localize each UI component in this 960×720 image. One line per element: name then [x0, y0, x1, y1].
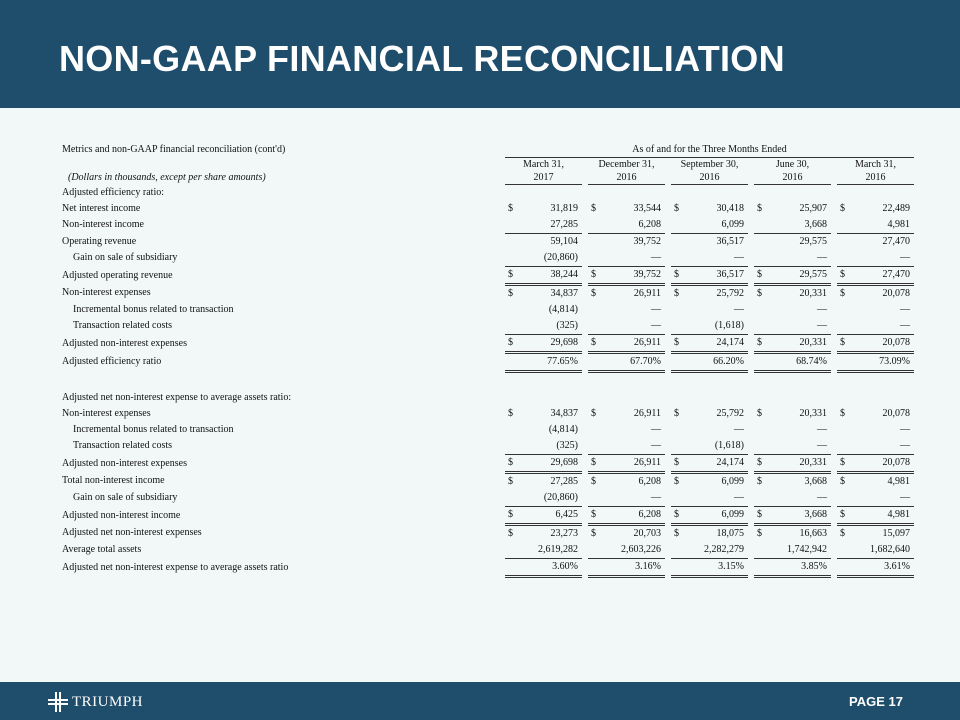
- value-cell: 2,619,282: [538, 544, 578, 555]
- value-cell: 6,425: [522, 507, 582, 525]
- currency-symbol: $: [508, 203, 513, 214]
- value-cell: (325): [556, 320, 578, 331]
- currency-symbol: [754, 318, 771, 335]
- row-label: Non-interest income: [62, 219, 144, 231]
- value-cell: 20,331: [771, 335, 831, 353]
- value-cell: [854, 390, 914, 406]
- value-cell: 3.85%: [771, 559, 831, 577]
- value-cell: —: [734, 304, 744, 315]
- row-label: Adjusted operating revenue: [62, 269, 173, 281]
- value-cell: 18,075: [716, 528, 744, 539]
- value-cell: 36,517: [688, 267, 748, 285]
- currency-symbol: [837, 542, 854, 559]
- value-cell: 3,668: [771, 507, 831, 525]
- currency-symbol: [837, 217, 854, 234]
- column-year: 2016: [588, 171, 665, 185]
- row-label: Adjusted non-interest expenses: [62, 457, 187, 469]
- table-row: [62, 267, 914, 285]
- logo-text: TRIUMPH: [72, 693, 144, 710]
- currency-symbol: [505, 302, 522, 318]
- currency-symbol: [671, 490, 688, 507]
- currency-symbol: [754, 390, 771, 406]
- currency-symbol: $: [505, 335, 522, 353]
- value-cell: 23,273: [550, 528, 578, 539]
- currency-symbol: $: [840, 288, 845, 299]
- value-cell: 25,792: [716, 408, 744, 419]
- currency-symbol: [505, 490, 522, 507]
- row-label: Adjusted non-interest expenses: [62, 337, 187, 349]
- value-cell: 26,911: [605, 335, 665, 353]
- column-year: 2016: [754, 171, 831, 185]
- value-cell: 25,792: [716, 288, 744, 299]
- currency-symbol: [588, 438, 605, 455]
- value-cell: [688, 185, 748, 202]
- value-cell: 24,174: [688, 335, 748, 353]
- value-cell: 3,668: [804, 219, 827, 230]
- currency-symbol: [754, 234, 771, 251]
- value-cell: 20,078: [854, 335, 914, 353]
- value-cell: [688, 390, 748, 406]
- reconciliation-table: [62, 143, 914, 578]
- currency-symbol: [505, 353, 522, 372]
- value-cell: 6,099: [688, 507, 748, 525]
- table-row: [62, 455, 914, 473]
- header-row-1: [62, 143, 914, 158]
- currency-symbol: [837, 318, 854, 335]
- currency-symbol: [754, 559, 771, 577]
- row-label: Adjusted net non-interest expenses: [62, 527, 202, 539]
- value-cell: 36,517: [688, 234, 748, 251]
- currency-symbol: [754, 353, 771, 372]
- currency-symbol: [505, 318, 522, 335]
- value-cell: —: [900, 252, 910, 263]
- spacer-cell: [62, 372, 914, 391]
- value-cell: —: [900, 304, 910, 315]
- currency-symbol: [588, 559, 605, 577]
- currency-symbol: $: [840, 408, 845, 419]
- value-cell: 3.60%: [522, 559, 582, 577]
- currency-symbol: [837, 185, 854, 202]
- value-cell: (20,860): [543, 492, 578, 503]
- row-label: Non-interest expenses: [62, 408, 151, 419]
- value-cell: —: [734, 492, 744, 503]
- table-row: [62, 507, 914, 525]
- table-row: [62, 335, 914, 353]
- value-cell: 26,911: [605, 455, 665, 473]
- value-cell: 1,742,942: [787, 544, 827, 555]
- currency-symbol: $: [671, 507, 688, 525]
- table-row: [62, 390, 914, 406]
- table-row: [62, 422, 914, 438]
- value-cell: —: [651, 424, 661, 435]
- currency-symbol: $: [840, 476, 845, 487]
- currency-symbol: [505, 217, 522, 234]
- triumph-cross-icon: [48, 692, 68, 712]
- value-cell: 16,663: [799, 528, 827, 539]
- period-header: As of and for the Three Months Ended: [505, 143, 914, 158]
- value-cell: 67.70%: [605, 353, 665, 372]
- currency-symbol: [505, 542, 522, 559]
- currency-symbol: [505, 438, 522, 455]
- currency-symbol: $: [754, 455, 771, 473]
- column-month: June 30,: [775, 159, 810, 170]
- header-row-months: [62, 158, 914, 172]
- value-cell: [771, 390, 831, 406]
- value-cell: [522, 185, 582, 202]
- currency-symbol: [671, 217, 688, 234]
- currency-symbol: $: [508, 288, 513, 299]
- value-cell: 25,907: [799, 203, 827, 214]
- currency-symbol: [671, 250, 688, 267]
- currency-symbol: [671, 353, 688, 372]
- value-cell: —: [817, 440, 827, 451]
- column-year: 2016: [671, 171, 748, 185]
- value-cell: —: [900, 492, 910, 503]
- footer-bar: [0, 682, 960, 720]
- currency-symbol: $: [837, 455, 854, 473]
- value-cell: (20,860): [543, 252, 578, 263]
- currency-symbol: [588, 353, 605, 372]
- currency-symbol: $: [671, 335, 688, 353]
- currency-symbol: [837, 559, 854, 577]
- currency-symbol: [837, 490, 854, 507]
- value-cell: —: [651, 304, 661, 315]
- row-label: Incremental bonus related to transaction: [73, 304, 234, 315]
- row-label: Operating revenue: [62, 235, 137, 247]
- currency-symbol: $: [508, 476, 513, 487]
- currency-symbol: [837, 250, 854, 267]
- row-label: Adjusted net non-interest expense to average assets ratio:: [62, 392, 292, 403]
- value-cell: 29,575: [771, 267, 831, 285]
- value-cell: [605, 390, 665, 406]
- currency-symbol: $: [754, 507, 771, 525]
- currency-symbol: $: [588, 507, 605, 525]
- currency-symbol: [671, 422, 688, 438]
- currency-symbol: [754, 217, 771, 234]
- value-cell: 20,703: [633, 528, 661, 539]
- row-label: Adjusted non-interest income: [62, 509, 181, 521]
- table-row: [62, 490, 914, 507]
- value-cell: 6,208: [638, 476, 661, 487]
- currency-symbol: [754, 542, 771, 559]
- page-number: PAGE 17: [849, 694, 903, 709]
- value-cell: (4,814): [548, 424, 578, 435]
- value-cell: 59,104: [522, 234, 582, 251]
- currency-symbol: $: [840, 528, 845, 539]
- currency-symbol: $: [588, 267, 605, 285]
- table-row: [62, 542, 914, 559]
- value-cell: —: [900, 440, 910, 451]
- currency-symbol: $: [588, 455, 605, 473]
- value-cell: 34,837: [550, 288, 578, 299]
- header-banner: [0, 0, 960, 108]
- column-year: 2016: [837, 171, 914, 185]
- value-cell: 30,418: [716, 203, 744, 214]
- table-row: [62, 525, 914, 543]
- currency-symbol: $: [591, 203, 596, 214]
- value-cell: 6,208: [638, 219, 661, 230]
- value-cell: (1,618): [714, 440, 744, 451]
- currency-symbol: $: [757, 203, 762, 214]
- currency-symbol: [505, 185, 522, 202]
- currency-symbol: [505, 250, 522, 267]
- value-cell: 6,208: [605, 507, 665, 525]
- column-month: March 31,: [854, 159, 897, 170]
- currency-symbol: [754, 422, 771, 438]
- value-cell: 77.65%: [522, 353, 582, 372]
- value-cell: —: [817, 320, 827, 331]
- value-cell: 29,698: [522, 455, 582, 473]
- value-cell: 3.61%: [854, 559, 914, 577]
- currency-symbol: $: [505, 455, 522, 473]
- value-cell: 4,981: [854, 507, 914, 525]
- currency-symbol: $: [508, 528, 513, 539]
- row-label: Gain on sale of subsidiary: [73, 492, 178, 504]
- row-label: Adjusted net non-interest expense to average assets ratio: [62, 561, 289, 573]
- table-row: [62, 406, 914, 422]
- value-cell: 20,331: [799, 288, 827, 299]
- row-label: Adjusted efficiency ratio: [62, 356, 162, 367]
- table-caption: Metrics and non-GAAP financial reconciliation (cont'd): [62, 144, 286, 156]
- currency-symbol: $: [674, 288, 679, 299]
- table-row: [62, 217, 914, 234]
- value-cell: 20,078: [854, 455, 914, 473]
- value-cell: —: [651, 252, 661, 263]
- value-cell: [854, 185, 914, 202]
- table-row: [62, 318, 914, 335]
- value-cell: 20,331: [771, 455, 831, 473]
- value-cell: 20,078: [882, 408, 910, 419]
- value-cell: —: [817, 304, 827, 315]
- value-cell: 3.15%: [688, 559, 748, 577]
- value-cell: —: [734, 424, 744, 435]
- currency-symbol: $: [508, 408, 513, 419]
- currency-symbol: [505, 390, 522, 406]
- row-label: Adjusted efficiency ratio:: [62, 186, 165, 198]
- currency-symbol: $: [671, 455, 688, 473]
- value-cell: 33,544: [633, 203, 661, 214]
- value-cell: 26,911: [633, 408, 661, 419]
- value-cell: (1,618): [714, 320, 744, 331]
- value-cell: 39,752: [605, 267, 665, 285]
- value-cell: 4,981: [887, 476, 910, 487]
- value-cell: [605, 185, 665, 202]
- value-cell: [522, 390, 582, 406]
- currency-symbol: $: [754, 267, 771, 285]
- currency-symbol: $: [757, 476, 762, 487]
- currency-symbol: [588, 390, 605, 406]
- value-cell: (4,814): [548, 304, 578, 315]
- value-cell: —: [900, 320, 910, 331]
- table-row: [62, 185, 914, 202]
- currency-symbol: [837, 353, 854, 372]
- value-cell: 39,752: [605, 234, 665, 251]
- currency-symbol: $: [674, 476, 679, 487]
- value-cell: 26,911: [633, 288, 661, 299]
- table-row: [62, 372, 914, 391]
- currency-symbol: [505, 234, 522, 251]
- currency-symbol: [754, 302, 771, 318]
- currency-symbol: [671, 302, 688, 318]
- currency-symbol: [671, 559, 688, 577]
- row-label: Incremental bonus related to transaction: [73, 424, 234, 435]
- value-cell: 24,174: [688, 455, 748, 473]
- currency-symbol: $: [505, 507, 522, 525]
- row-label: Transaction related costs: [73, 440, 173, 452]
- value-cell: 29,698: [522, 335, 582, 353]
- currency-symbol: [671, 318, 688, 335]
- row-label: Transaction related costs: [73, 320, 173, 332]
- value-cell: 27,470: [854, 234, 914, 251]
- currency-symbol: $: [837, 507, 854, 525]
- currency-symbol: [754, 185, 771, 202]
- currency-symbol: $: [837, 335, 854, 353]
- table-row: [62, 302, 914, 318]
- currency-symbol: [754, 438, 771, 455]
- currency-symbol: [588, 234, 605, 251]
- row-label: Total non-interest income: [62, 475, 165, 487]
- currency-symbol: $: [591, 528, 596, 539]
- value-cell: —: [651, 440, 661, 451]
- currency-symbol: [671, 390, 688, 406]
- currency-symbol: [837, 422, 854, 438]
- value-cell: 34,837: [550, 408, 578, 419]
- value-cell: [771, 185, 831, 202]
- value-cell: 6,099: [721, 476, 744, 487]
- value-cell: 6,099: [721, 219, 744, 230]
- currency-symbol: $: [674, 203, 679, 214]
- currency-symbol: [588, 490, 605, 507]
- value-cell: 3,668: [804, 476, 827, 487]
- currency-symbol: $: [840, 203, 845, 214]
- currency-symbol: [671, 185, 688, 202]
- column-year: 2017: [505, 171, 582, 185]
- currency-symbol: [505, 422, 522, 438]
- table-row: [62, 473, 914, 491]
- page-title: NON-GAAP FINANCIAL RECONCILIATION: [59, 38, 785, 79]
- value-cell: 27,470: [854, 267, 914, 285]
- value-cell: 2,603,226: [621, 544, 661, 555]
- column-month: September 30,: [680, 159, 739, 170]
- currency-symbol: $: [757, 288, 762, 299]
- currency-symbol: [671, 234, 688, 251]
- table-row: [62, 285, 914, 303]
- value-cell: 2,282,279: [704, 544, 744, 555]
- value-cell: 1,682,640: [870, 544, 910, 555]
- value-cell: —: [651, 492, 661, 503]
- currency-symbol: [588, 250, 605, 267]
- row-label: Net interest income: [62, 203, 141, 214]
- value-cell: 68.74%: [771, 353, 831, 372]
- value-cell: 31,819: [550, 203, 578, 214]
- currency-symbol: [671, 438, 688, 455]
- value-cell: 27,285: [550, 219, 578, 230]
- value-cell: 29,575: [771, 234, 831, 251]
- currency-symbol: [588, 318, 605, 335]
- column-month: December 31,: [598, 159, 655, 170]
- units-note: (Dollars in thousands, except per share amounts): [68, 172, 266, 184]
- header-row-years: [62, 171, 914, 185]
- currency-symbol: $: [591, 288, 596, 299]
- table-row: [62, 201, 914, 217]
- value-cell: 66.20%: [688, 353, 748, 372]
- currency-symbol: [837, 302, 854, 318]
- currency-symbol: [837, 234, 854, 251]
- currency-symbol: $: [837, 267, 854, 285]
- row-label: Non-interest expenses: [62, 287, 151, 299]
- value-cell: —: [734, 252, 744, 263]
- table-row: [62, 250, 914, 267]
- value-cell: 3.16%: [605, 559, 665, 577]
- currency-symbol: $: [671, 267, 688, 285]
- table-row: [62, 438, 914, 455]
- value-cell: 22,489: [882, 203, 910, 214]
- currency-symbol: $: [757, 528, 762, 539]
- value-cell: —: [817, 424, 827, 435]
- value-cell: 38,244: [522, 267, 582, 285]
- table-row: [62, 353, 914, 372]
- currency-symbol: [588, 217, 605, 234]
- value-cell: —: [900, 424, 910, 435]
- currency-symbol: $: [591, 408, 596, 419]
- value-cell: 15,097: [882, 528, 910, 539]
- value-cell: 4,981: [887, 219, 910, 230]
- currency-symbol: [588, 185, 605, 202]
- row-label: Average total assets: [62, 544, 142, 556]
- column-month: March 31,: [522, 159, 565, 170]
- currency-symbol: [837, 390, 854, 406]
- currency-symbol: $: [505, 267, 522, 285]
- table-row: [62, 234, 914, 251]
- value-cell: 20,331: [799, 408, 827, 419]
- currency-symbol: [837, 438, 854, 455]
- value-cell: 73.09%: [854, 353, 914, 372]
- currency-symbol: [754, 250, 771, 267]
- currency-symbol: $: [674, 528, 679, 539]
- currency-symbol: [588, 542, 605, 559]
- row-label: Gain on sale of subsidiary: [73, 252, 178, 264]
- currency-symbol: $: [588, 335, 605, 353]
- value-cell: 27,285: [550, 476, 578, 487]
- currency-symbol: $: [757, 408, 762, 419]
- currency-symbol: [588, 422, 605, 438]
- currency-symbol: $: [591, 476, 596, 487]
- value-cell: —: [651, 320, 661, 331]
- triumph-logo: [48, 692, 143, 712]
- currency-symbol: $: [674, 408, 679, 419]
- currency-symbol: [588, 302, 605, 318]
- value-cell: —: [817, 252, 827, 263]
- currency-symbol: $: [754, 335, 771, 353]
- value-cell: 20,078: [882, 288, 910, 299]
- value-cell: (325): [556, 440, 578, 451]
- value-cell: —: [817, 492, 827, 503]
- table-row: [62, 559, 914, 577]
- currency-symbol: [671, 542, 688, 559]
- currency-symbol: [505, 559, 522, 577]
- currency-symbol: [754, 490, 771, 507]
